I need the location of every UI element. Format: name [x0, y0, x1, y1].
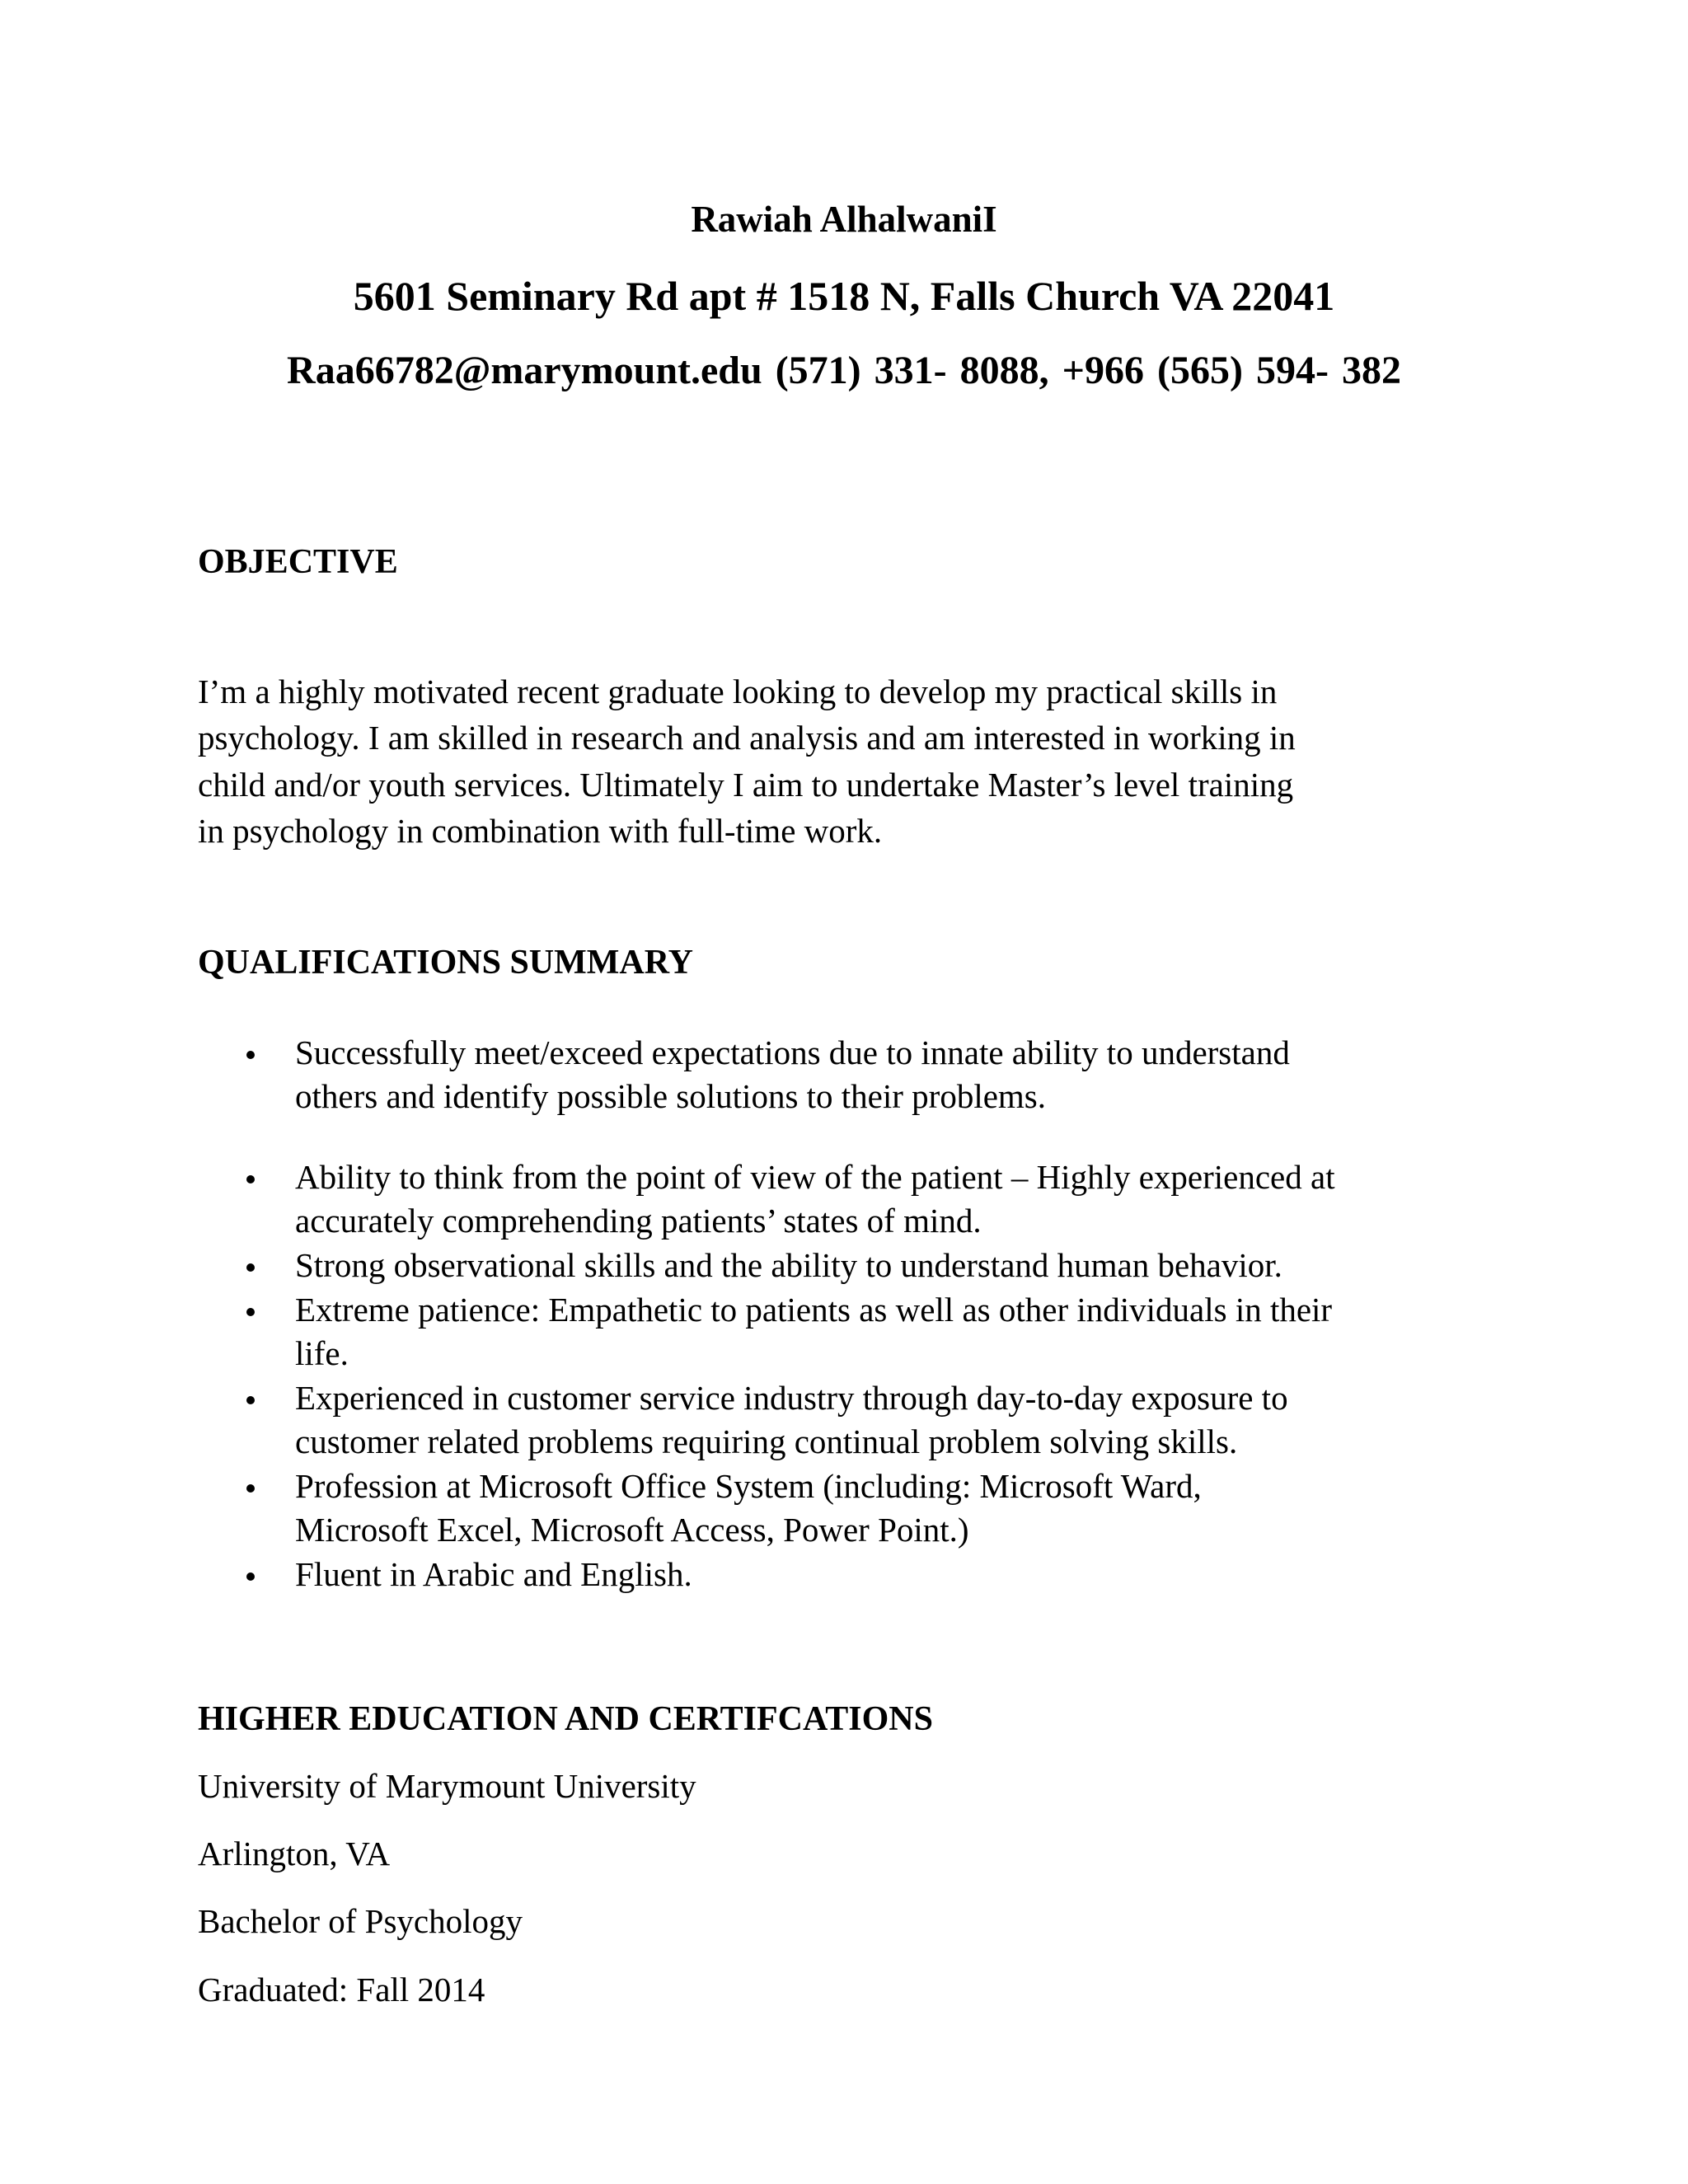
bullet-icon — [246, 1263, 255, 1272]
qualification-item-line: Successfully meet/exceed expectations due to innate ability to understand — [295, 1033, 1290, 1071]
qualification-item-line: Microsoft Excel, Microsoft Access, Power Point.) — [295, 1511, 969, 1549]
bullet-icon — [246, 1051, 255, 1059]
education-heading: HIGHER EDUCATION AND CERTIFCATIONS — [198, 1700, 933, 1738]
applicant-address: 5601 Seminary Rd apt # 1518 N, Falls Church VA 22041 — [353, 273, 1335, 319]
qualification-item-line: others and identify possible solutions to their problems. — [295, 1077, 1047, 1115]
qualification-item-line: Ability to think from the point of view of the patient – Highly experienced at — [295, 1158, 1335, 1196]
qualification-item-line: accurately comprehending patients’ states of mind. — [295, 1202, 982, 1240]
bullet-icon — [246, 1484, 255, 1493]
applicant-name: Rawiah AlhalwaniI — [691, 199, 997, 240]
qualification-item-line: life. — [295, 1334, 349, 1372]
qualification-item-line: customer related problems requiring continual problem solving skills. — [295, 1422, 1238, 1460]
qualifications-heading: QUALIFICATIONS SUMMARY — [198, 944, 693, 982]
education-degree: Bachelor of Psychology — [198, 1902, 523, 1940]
objective-text-line: in psychology in combination with full-time work. — [198, 812, 883, 850]
applicant-contact: Raa66782@marymount.edu (571) 331- 8088, +966 (565) 594- 382 — [287, 349, 1401, 392]
objective-heading: OBJECTIVE — [198, 543, 398, 581]
objective-text-line: I’m a highly motivated recent graduate looking to develop my practical skills in — [198, 673, 1278, 710]
qualification-item-line: Profession at Microsoft Office System (including: Microsoft Ward, — [295, 1467, 1202, 1505]
bullet-icon — [246, 1396, 255, 1404]
bullet-icon — [246, 1572, 255, 1581]
objective-text-line: psychology. I am skilled in research and analysis and am interested in working in — [198, 719, 1296, 757]
qualification-item-line: Extreme patience: Empathetic to patients as well as other individuals in their — [295, 1291, 1333, 1329]
bullet-icon — [246, 1175, 255, 1183]
education-university: University of Marymount University — [198, 1767, 696, 1805]
bullet-icon — [246, 1308, 255, 1316]
qualification-item-line: Fluent in Arabic and English. — [295, 1555, 692, 1593]
objective-text-line: child and/or youth services. Ultimately I aim to undertake Master’s level training — [198, 766, 1294, 804]
education-location: Arlington, VA — [198, 1835, 391, 1872]
qualification-item-line: Experienced in customer service industry through day-to-day exposure to — [295, 1379, 1288, 1417]
education-graduated: Graduated: Fall 2014 — [198, 1971, 485, 2008]
qualification-item-line: Strong observational skills and the ability to understand human behavior. — [295, 1246, 1282, 1284]
